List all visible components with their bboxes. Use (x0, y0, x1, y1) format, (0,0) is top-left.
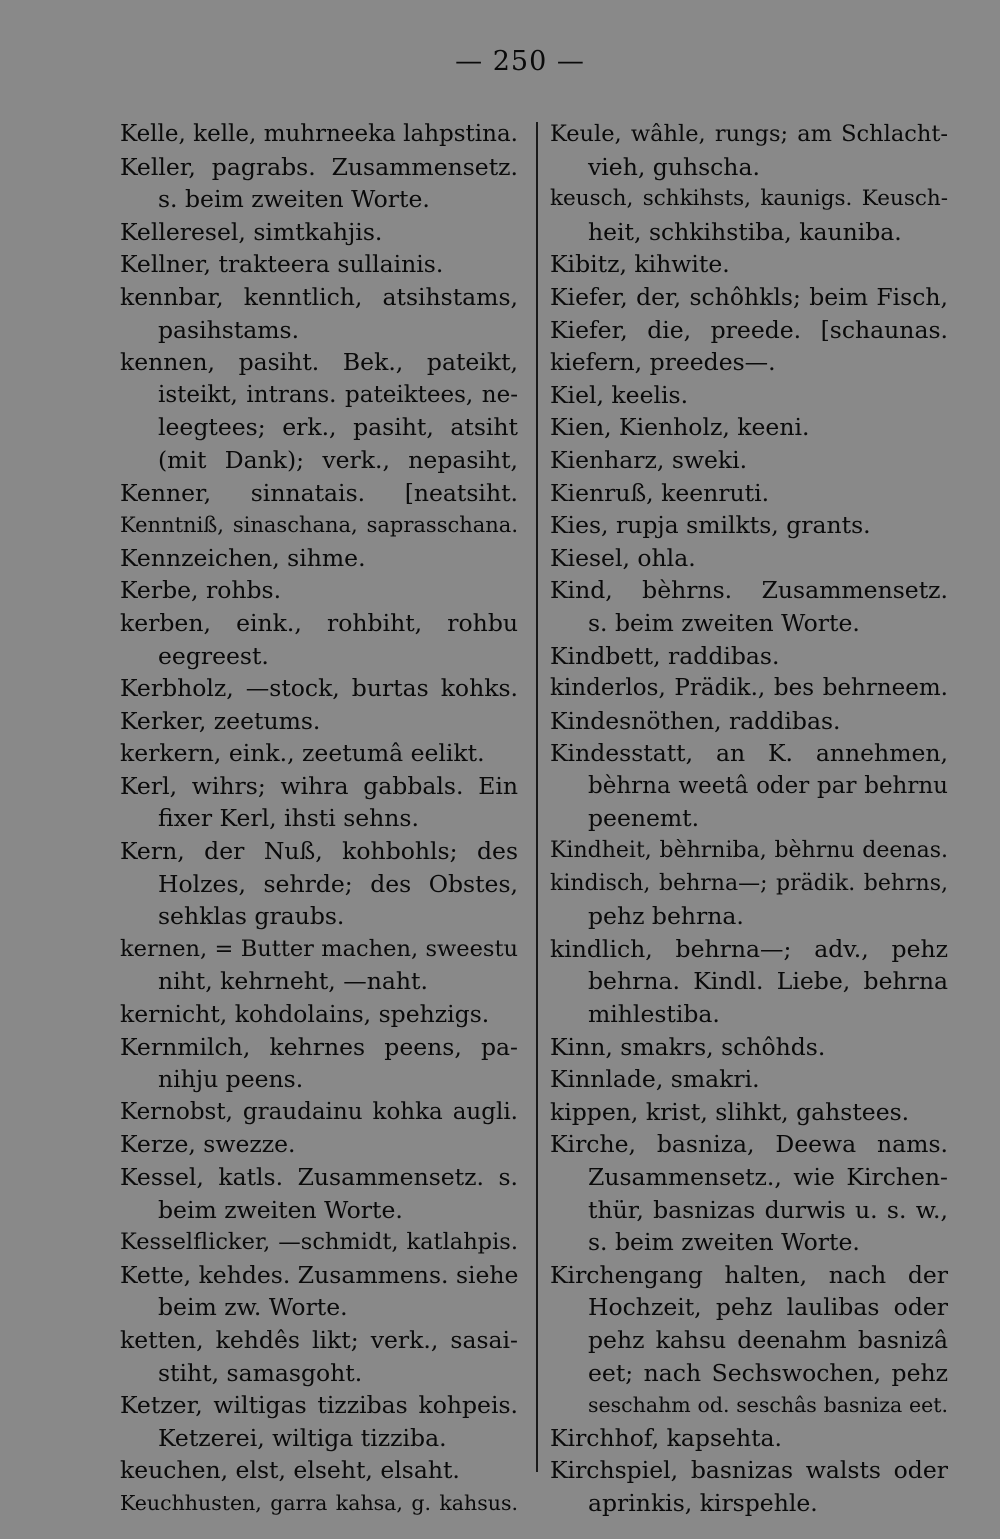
dictionary-line: kindisch, behrna—; prädik. behrns, (550, 870, 948, 896)
dictionary-line: Kerker, zeetums. (120, 706, 321, 735)
dictionary-line: Ketzerei, wiltiga tizziba. (158, 1423, 447, 1452)
dictionary-line: Holzes, sehrde; des Obstes, (158, 869, 518, 898)
page-number: — 250 — (455, 46, 585, 77)
dictionary-line: kinderlos, Prädik., bes behrneem. (550, 675, 948, 702)
dictionary-line: behrna. Kindl. Liebe, behrna (588, 967, 948, 996)
dictionary-line: Kernobst, graudainu kohka augli. (120, 1098, 518, 1125)
dictionary-line: eegreest. (158, 641, 269, 670)
dictionary-line: ketten, kehdês likt; verk., sasai- (120, 1325, 518, 1354)
dictionary-line: kerkern, eink., zeetumâ eelikt. (120, 739, 485, 768)
dictionary-line: Keuchhusten, garra kahsa, g. kahsus. (120, 1490, 518, 1515)
dictionary-line: Kindheit, bèhrniba, bèhrnu deenas. (550, 838, 948, 864)
dictionary-line: eet; nach Sechswochen, pehz (588, 1358, 948, 1387)
dictionary-line: aprinkis, kirspehle. (588, 1488, 818, 1517)
dictionary-line: heit, schkihstiba, kauniba. (588, 217, 902, 246)
dictionary-line: Kirchhof, kapsehta. (550, 1423, 783, 1452)
dictionary-line: Kessel, katls. Zusammensetz. s. (120, 1163, 518, 1191)
dictionary-line: Kirchspiel, basnizas walsts oder (550, 1456, 948, 1485)
dictionary-line: Kenntniß, sinaschana, saprasschana. (120, 513, 518, 538)
dictionary-line: kindlich, behrna—; adv., pehz (550, 934, 948, 963)
dictionary-line: Kelle, kelle, muhrneeka lahpstina. (120, 121, 518, 147)
dictionary-line: Kibitz, kihwite. (550, 250, 730, 279)
dictionary-line: keusch, schkihsts, kaunigs. Keusch- (550, 186, 948, 212)
dictionary-line: vieh, guhscha. (588, 152, 760, 181)
dictionary-line: s. beim zweiten Worte. (588, 1228, 860, 1257)
dictionary-line: Kindesstatt, an K. annehmen, (550, 739, 948, 768)
dictionary-line: pehz kahsu deenahm basnizâ (588, 1325, 948, 1354)
dictionary-line: (mit Dank); verk., nepasiht, (158, 445, 518, 474)
dictionary-line: Kernmilch, kehrnes peens, pa- (120, 1032, 518, 1061)
dictionary-line: Kerbe, rohbs. (120, 576, 282, 605)
dictionary-line: fixer Kerl, ihsti sehns. (158, 804, 419, 833)
dictionary-line: sehklas graubs. (158, 902, 345, 931)
dictionary-line: Kesselflicker, —schmidt, katlahpis. (120, 1229, 518, 1256)
dictionary-line: Kien, Kienholz, keeni. (550, 413, 810, 442)
dictionary-line: beim zweiten Worte. (158, 1195, 403, 1224)
dictionary-line: Kienruß, keenruti. (550, 478, 770, 507)
dictionary-line: Kinn, smakrs, schôhds. (550, 1032, 826, 1061)
dictionary-line: pasihstams. (158, 315, 300, 344)
dictionary-line: Ketzer, wiltigas tizzibas kohpeis. (120, 1391, 518, 1420)
dictionary-line: kernen, = Butter machen, sweestu (120, 935, 518, 962)
dictionary-line: nihju peens. (158, 1065, 304, 1094)
dictionary-line: Kelleresel, simtkahjis. (120, 217, 383, 246)
dictionary-line: kennbar, kenntlich, atsihstams, (120, 282, 518, 311)
dictionary-line: Kienharz, sweki. (550, 445, 748, 474)
dictionary-line: Kiefer, die, preede. [schaunas. (550, 315, 948, 344)
dictionary-line: Kerbholz, —stock, burtas kohks. (120, 674, 518, 703)
dictionary-line: Kenner, sinnatais. [neatsiht. (120, 478, 518, 507)
dictionary-line: Kind, bèhrns. Zusammensetz. (550, 576, 948, 605)
dictionary-line: Zusammensetz., wie Kirchen- (588, 1163, 948, 1191)
dictionary-line: isteikt, intrans. pateiktees, ne- (158, 381, 518, 408)
dictionary-line: Kern, der Nuß, kohbohls; des (120, 837, 518, 866)
dictionary-line: thür, basnizas durwis u. s. w., (588, 1195, 948, 1224)
dictionary-line: pehz behrna. (588, 902, 744, 931)
left-column (120, 118, 518, 1520)
dictionary-line: Kindbett, raddibas. (550, 641, 780, 670)
dictionary-line: beim zw. Worte. (158, 1293, 348, 1322)
dictionary-line: Kerze, swezze. (120, 1130, 296, 1159)
dictionary-line: niht, kehrneht, —naht. (158, 967, 428, 996)
dictionary-line: Kerl, wihrs; wihra gabbals. Ein (120, 771, 518, 800)
dictionary-line: s. beim zweiten Worte. (158, 185, 430, 214)
dictionary-line: Kiefer, der, schôhkls; beim Fisch, (550, 282, 948, 311)
right-column (550, 118, 948, 1520)
dictionary-line: kippen, krist, slihkt, gahstees. (550, 1097, 910, 1126)
dictionary-line: Kirchengang halten, nach der (550, 1260, 948, 1289)
dictionary-line: Kennzeichen, sihme. (120, 543, 366, 572)
column-divider (536, 122, 538, 1472)
dictionary-line: Kirche, basniza, Deewa nams. (550, 1130, 948, 1159)
dictionary-line: Keule, wâhle, rungs; am Schlacht- (550, 121, 948, 147)
dictionary-line: kennen, pasiht. Bek., pateikt, (120, 348, 518, 377)
dictionary-line: mihlestiba. (588, 1000, 720, 1029)
dictionary-line: leegtees; erk., pasiht, atsiht (158, 413, 518, 442)
dictionary-line: Kellner, trakteera sullainis. (120, 250, 444, 279)
dictionary-line: kernicht, kohdolains, spehzigs. (120, 1000, 490, 1029)
dictionary-line: keuchen, elst, elseht, elsaht. (120, 1456, 460, 1485)
dictionary-line: peenemt. (588, 804, 700, 833)
dictionary-line: Kies, rupja smilkts, grants. (550, 511, 871, 540)
dictionary-line: Kette, kehdes. Zusammens. siehe (120, 1260, 518, 1289)
dictionary-line: seschahm od. seschâs basniza eet. (588, 1393, 948, 1418)
dictionary-line: Kindesnöthen, raddibas. (550, 706, 841, 735)
dictionary-line: kiefern, preedes—. (550, 348, 776, 377)
dictionary-line: s. beim zweiten Worte. (588, 608, 860, 637)
dictionary-line: stiht, samasgoht. (158, 1358, 363, 1387)
dictionary-line: Hochzeit, pehz laulibas oder (588, 1293, 948, 1322)
dictionary-line: Kiel, keelis. (550, 380, 689, 409)
dictionary-line: bèhrna weetâ oder par behrnu (588, 772, 948, 799)
dictionary-line: Kinnlade, smakri. (550, 1065, 760, 1094)
dictionary-line: kerben, eink., rohbiht, rohbu (120, 608, 518, 637)
dictionary-line: Keller, pagrabs. Zusammensetz. (120, 152, 518, 181)
dictionary-line: Kiesel, ohla. (550, 543, 696, 572)
